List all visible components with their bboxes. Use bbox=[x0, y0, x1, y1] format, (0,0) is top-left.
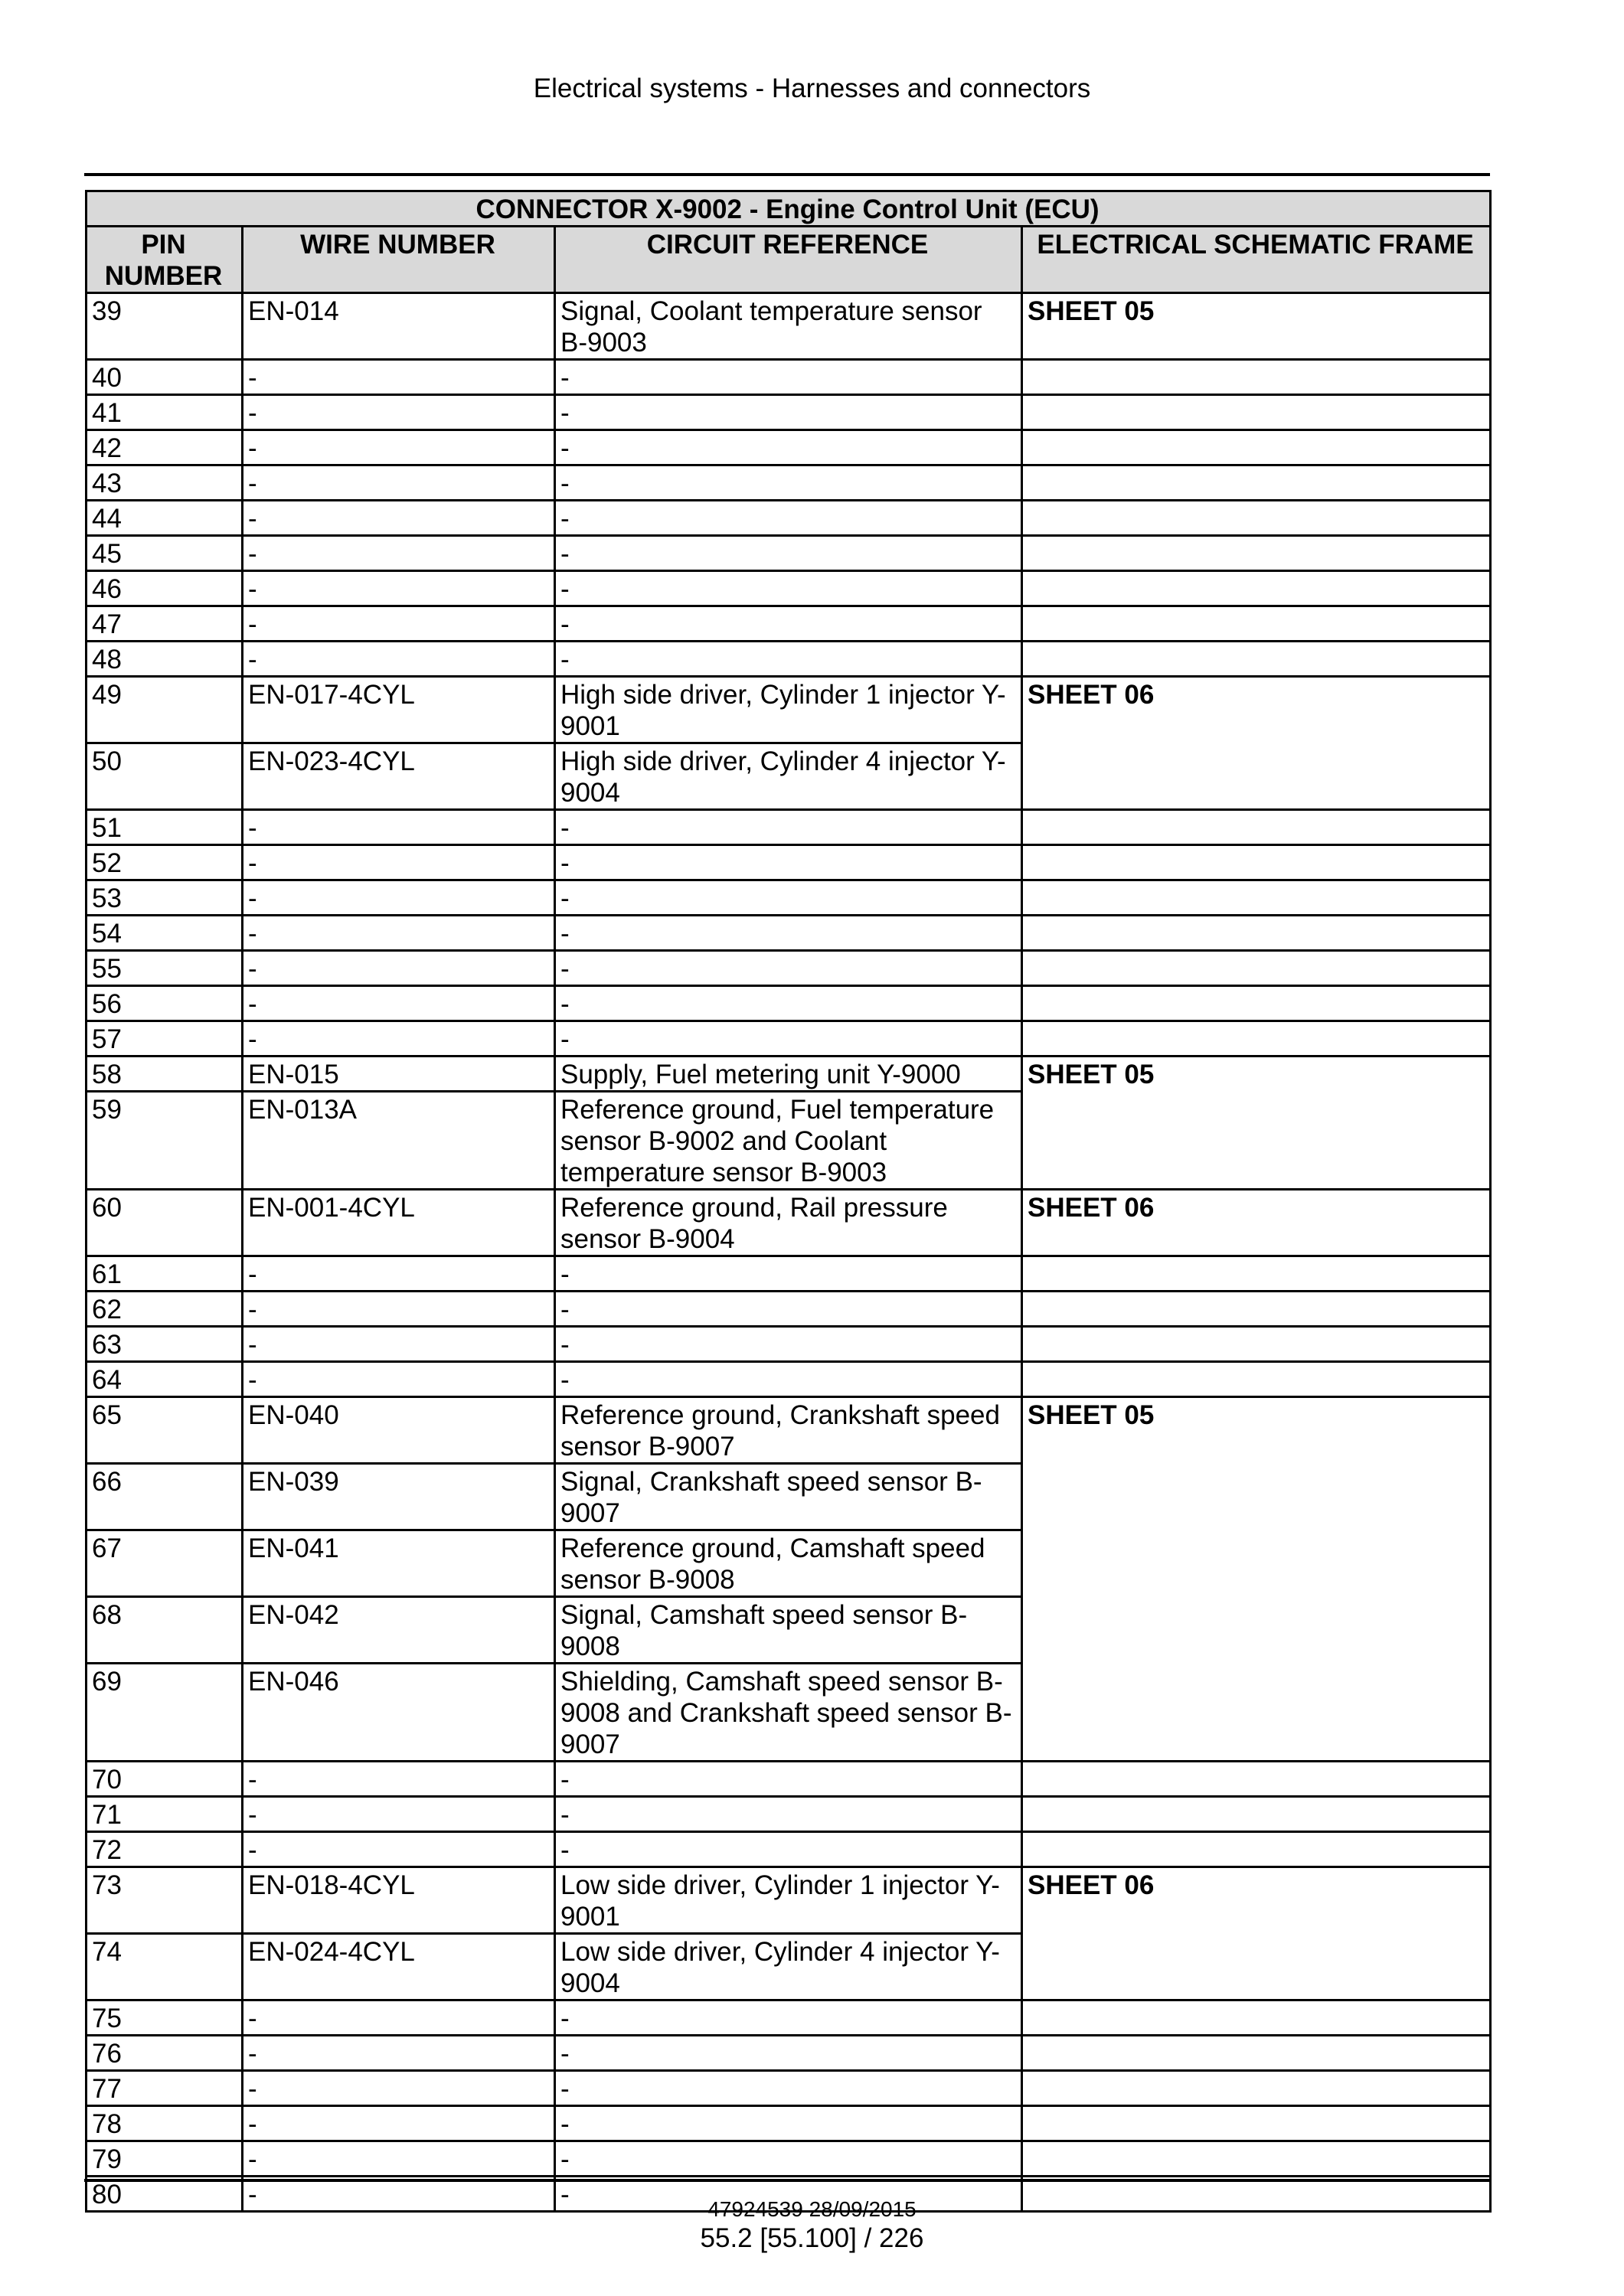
table-row bbox=[87, 2000, 1491, 2036]
column-header-pin: PIN NUMBER bbox=[87, 227, 243, 293]
pin-cell: 62 bbox=[87, 1292, 243, 1327]
pin-cell: 46 bbox=[87, 571, 243, 606]
wire-number-cell: EN-015 bbox=[243, 1057, 555, 1092]
column-header-wire: WIRE NUMBER bbox=[243, 227, 555, 293]
wire-number-cell: - bbox=[243, 360, 555, 395]
circuit-reference-cell: - bbox=[555, 606, 1022, 642]
connector-table bbox=[85, 190, 1492, 2213]
schematic-frame-cell: SHEET 06 bbox=[1022, 677, 1491, 810]
circuit-reference-cell: - bbox=[555, 1292, 1022, 1327]
pin-cell: 65 bbox=[87, 1397, 243, 1464]
circuit-reference-cell: - bbox=[555, 501, 1022, 536]
pin-cell: 55 bbox=[87, 951, 243, 986]
wire-number-cell: - bbox=[243, 951, 555, 986]
wire-number-cell: - bbox=[243, 2141, 555, 2177]
schematic-frame-cell: SHEET 06 bbox=[1022, 1867, 1491, 2000]
table-row bbox=[87, 916, 1491, 951]
wire-number-cell: EN-018-4CYL bbox=[243, 1867, 555, 1934]
pin-cell: 68 bbox=[87, 1597, 243, 1664]
wire-number-cell: EN-001-4CYL bbox=[243, 1190, 555, 1256]
table-row bbox=[87, 465, 1491, 501]
table-row bbox=[87, 1190, 1491, 1256]
circuit-reference-cell: - bbox=[555, 951, 1022, 986]
wire-number-cell: EN-024-4CYL bbox=[243, 1934, 555, 2000]
pin-cell: 52 bbox=[87, 845, 243, 880]
table-title: CONNECTOR X-9002 - Engine Control Unit (ECU) bbox=[87, 191, 1491, 227]
wire-number-cell: - bbox=[243, 1797, 555, 1832]
wire-number-cell: EN-042 bbox=[243, 1597, 555, 1664]
table-row bbox=[87, 536, 1491, 571]
schematic-frame-cell bbox=[1022, 2106, 1491, 2141]
circuit-reference-cell: - bbox=[555, 2141, 1022, 2177]
wire-number-cell: - bbox=[243, 880, 555, 916]
circuit-reference-cell: Signal, Coolant temperature sensor B-9003 bbox=[555, 293, 1022, 360]
circuit-reference-cell: Reference ground, Camshaft speed sensor B-9008 bbox=[555, 1530, 1022, 1597]
table-row bbox=[87, 1256, 1491, 1292]
pin-cell: 63 bbox=[87, 1327, 243, 1362]
pin-cell: 80 bbox=[87, 2177, 243, 2212]
circuit-reference-cell: - bbox=[555, 395, 1022, 430]
circuit-reference-cell: Reference ground, Crankshaft speed sensor B-9007 bbox=[555, 1397, 1022, 1464]
wire-number-cell: - bbox=[243, 845, 555, 880]
wire-number-cell: - bbox=[243, 1832, 555, 1867]
schematic-frame-cell bbox=[1022, 606, 1491, 642]
wire-number-cell: - bbox=[243, 606, 555, 642]
table-row bbox=[87, 606, 1491, 642]
pin-cell: 39 bbox=[87, 293, 243, 360]
table-row bbox=[87, 1021, 1491, 1057]
schematic-frame-cell bbox=[1022, 2000, 1491, 2036]
schematic-frame-cell bbox=[1022, 1362, 1491, 1397]
wire-number-cell: EN-014 bbox=[243, 293, 555, 360]
table-body bbox=[87, 293, 1491, 2212]
table-row bbox=[87, 1057, 1491, 1092]
table-row bbox=[87, 571, 1491, 606]
schematic-frame-cell: SHEET 06 bbox=[1022, 1190, 1491, 1256]
wire-number-cell: - bbox=[243, 465, 555, 501]
header-rule bbox=[84, 173, 1490, 176]
pin-cell: 51 bbox=[87, 810, 243, 845]
pin-cell: 49 bbox=[87, 677, 243, 743]
circuit-reference-cell: - bbox=[555, 986, 1022, 1021]
circuit-reference-cell: Supply, Fuel metering unit Y-9000 bbox=[555, 1057, 1022, 1092]
wire-number-cell: EN-046 bbox=[243, 1664, 555, 1762]
wire-number-cell: - bbox=[243, 1762, 555, 1797]
circuit-reference-cell: Signal, Crankshaft speed sensor B-9007 bbox=[555, 1464, 1022, 1530]
table-row bbox=[87, 1832, 1491, 1867]
schematic-frame-cell bbox=[1022, 1762, 1491, 1797]
pin-cell: 60 bbox=[87, 1190, 243, 1256]
circuit-reference-cell: Reference ground, Fuel temperature sensor B-9002 and Coolant temperature sensor B-9003 bbox=[555, 1092, 1022, 1190]
schematic-frame-cell bbox=[1022, 2141, 1491, 2177]
wire-number-cell: EN-017-4CYL bbox=[243, 677, 555, 743]
pin-cell: 69 bbox=[87, 1664, 243, 1762]
schematic-frame-cell: SHEET 05 bbox=[1022, 1397, 1491, 1762]
circuit-reference-cell: - bbox=[555, 2000, 1022, 2036]
circuit-reference-cell: - bbox=[555, 1021, 1022, 1057]
wire-number-cell: EN-023-4CYL bbox=[243, 743, 555, 810]
pin-cell: 66 bbox=[87, 1464, 243, 1530]
table-row bbox=[87, 2036, 1491, 2071]
schematic-frame-cell bbox=[1022, 916, 1491, 951]
schematic-frame-cell bbox=[1022, 1256, 1491, 1292]
wire-number-cell: - bbox=[243, 395, 555, 430]
wire-number-cell: EN-039 bbox=[243, 1464, 555, 1530]
circuit-reference-cell: - bbox=[555, 2071, 1022, 2106]
schematic-frame-cell bbox=[1022, 845, 1491, 880]
circuit-reference-cell: - bbox=[555, 1762, 1022, 1797]
schematic-frame-cell bbox=[1022, 1797, 1491, 1832]
pin-cell: 41 bbox=[87, 395, 243, 430]
circuit-reference-cell: Shielding, Camshaft speed sensor B-9008 and Crankshaft speed sensor B-9007 bbox=[555, 1664, 1022, 1762]
pin-cell: 75 bbox=[87, 2000, 243, 2036]
schematic-frame-cell bbox=[1022, 2071, 1491, 2106]
wire-number-cell: - bbox=[243, 642, 555, 677]
column-header-circuit: CIRCUIT REFERENCE bbox=[555, 227, 1022, 293]
schematic-frame-cell bbox=[1022, 951, 1491, 986]
pin-cell: 74 bbox=[87, 1934, 243, 2000]
circuit-reference-cell: - bbox=[555, 1832, 1022, 1867]
pin-cell: 78 bbox=[87, 2106, 243, 2141]
pin-cell: 57 bbox=[87, 1021, 243, 1057]
wire-number-cell: - bbox=[243, 430, 555, 465]
circuit-reference-cell: - bbox=[555, 2177, 1022, 2212]
pin-cell: 59 bbox=[87, 1092, 243, 1190]
pin-cell: 67 bbox=[87, 1530, 243, 1597]
pin-cell: 76 bbox=[87, 2036, 243, 2071]
wire-number-cell: - bbox=[243, 2177, 555, 2212]
schematic-frame-cell bbox=[1022, 1327, 1491, 1362]
table-row bbox=[87, 1397, 1491, 1464]
table-row bbox=[87, 1362, 1491, 1397]
wire-number-cell: - bbox=[243, 1021, 555, 1057]
wire-number-cell: EN-013A bbox=[243, 1092, 555, 1190]
table-row bbox=[87, 642, 1491, 677]
pin-cell: 58 bbox=[87, 1057, 243, 1092]
circuit-reference-cell: - bbox=[555, 1362, 1022, 1397]
schematic-frame-cell bbox=[1022, 2036, 1491, 2071]
table-row bbox=[87, 293, 1491, 360]
table-row bbox=[87, 810, 1491, 845]
schematic-frame-cell bbox=[1022, 430, 1491, 465]
circuit-reference-cell: - bbox=[555, 536, 1022, 571]
schematic-frame-cell: SHEET 05 bbox=[1022, 1057, 1491, 1190]
wire-number-cell: - bbox=[243, 1256, 555, 1292]
pin-cell: 48 bbox=[87, 642, 243, 677]
circuit-reference-cell: High side driver, Cylinder 4 injector Y-9004 bbox=[555, 743, 1022, 810]
wire-number-cell: - bbox=[243, 1362, 555, 1397]
pin-cell: 53 bbox=[87, 880, 243, 916]
wire-number-cell: - bbox=[243, 916, 555, 951]
pin-cell: 79 bbox=[87, 2141, 243, 2177]
column-header-frame: ELECTRICAL SCHEMATIC FRAME bbox=[1022, 227, 1491, 293]
circuit-reference-cell: - bbox=[555, 810, 1022, 845]
wire-number-cell: - bbox=[243, 501, 555, 536]
circuit-reference-cell: - bbox=[555, 1256, 1022, 1292]
wire-number-cell: - bbox=[243, 2036, 555, 2071]
pin-cell: 47 bbox=[87, 606, 243, 642]
wire-number-cell: - bbox=[243, 571, 555, 606]
circuit-reference-cell: - bbox=[555, 1327, 1022, 1362]
table-row bbox=[87, 1867, 1491, 1934]
pin-cell: 50 bbox=[87, 743, 243, 810]
schematic-frame-cell bbox=[1022, 1021, 1491, 1057]
table-row bbox=[87, 360, 1491, 395]
schematic-frame-cell bbox=[1022, 536, 1491, 571]
wire-number-cell: - bbox=[243, 2071, 555, 2106]
schematic-frame-cell bbox=[1022, 571, 1491, 606]
pin-cell: 42 bbox=[87, 430, 243, 465]
schematic-frame-cell: SHEET 05 bbox=[1022, 293, 1491, 360]
footer-rule bbox=[84, 2179, 1490, 2182]
schematic-frame-cell bbox=[1022, 1292, 1491, 1327]
table-row bbox=[87, 501, 1491, 536]
circuit-reference-cell: - bbox=[555, 642, 1022, 677]
circuit-reference-cell: Low side driver, Cylinder 4 injector Y-9004 bbox=[555, 1934, 1022, 2000]
circuit-reference-cell: - bbox=[555, 2106, 1022, 2141]
pin-cell: 72 bbox=[87, 1832, 243, 1867]
table-row bbox=[87, 880, 1491, 916]
circuit-reference-cell: - bbox=[555, 2036, 1022, 2071]
wire-number-cell: - bbox=[243, 1327, 555, 1362]
circuit-reference-cell: - bbox=[555, 571, 1022, 606]
pin-cell: 40 bbox=[87, 360, 243, 395]
pin-cell: 64 bbox=[87, 1362, 243, 1397]
table-row bbox=[87, 430, 1491, 465]
table-row bbox=[87, 2141, 1491, 2177]
footer-doc-ref: 47924539 28/09/2015 bbox=[707, 2197, 917, 2221]
pin-cell: 56 bbox=[87, 986, 243, 1021]
wire-number-cell: - bbox=[243, 1292, 555, 1327]
table-row bbox=[87, 395, 1491, 430]
schematic-frame-cell bbox=[1022, 880, 1491, 916]
pin-cell: 45 bbox=[87, 536, 243, 571]
pin-cell: 73 bbox=[87, 1867, 243, 1934]
table-row bbox=[87, 677, 1491, 743]
schematic-frame-cell bbox=[1022, 642, 1491, 677]
circuit-reference-cell: Reference ground, Rail pressure sensor B-9004 bbox=[555, 1190, 1022, 1256]
pin-cell: 61 bbox=[87, 1256, 243, 1292]
table-row bbox=[87, 2106, 1491, 2141]
circuit-reference-cell: - bbox=[555, 916, 1022, 951]
schematic-frame-cell bbox=[1022, 810, 1491, 845]
table-row bbox=[87, 845, 1491, 880]
pin-cell: 44 bbox=[87, 501, 243, 536]
wire-number-cell: - bbox=[243, 2106, 555, 2141]
schematic-frame-cell bbox=[1022, 360, 1491, 395]
circuit-reference-cell: - bbox=[555, 465, 1022, 501]
pin-cell: 71 bbox=[87, 1797, 243, 1832]
circuit-reference-cell: - bbox=[555, 430, 1022, 465]
page-header-title: Electrical systems - Harnesses and connectors bbox=[533, 73, 1091, 103]
wire-number-cell: - bbox=[243, 810, 555, 845]
circuit-reference-cell: - bbox=[555, 845, 1022, 880]
schematic-frame-cell bbox=[1022, 986, 1491, 1021]
schematic-frame-cell bbox=[1022, 501, 1491, 536]
table-row bbox=[87, 1292, 1491, 1327]
schematic-frame-cell bbox=[1022, 395, 1491, 430]
schematic-frame-cell bbox=[1022, 465, 1491, 501]
pin-cell: 54 bbox=[87, 916, 243, 951]
schematic-frame-cell bbox=[1022, 1832, 1491, 1867]
wire-number-cell: EN-040 bbox=[243, 1397, 555, 1464]
pin-cell: 77 bbox=[87, 2071, 243, 2106]
pin-cell: 43 bbox=[87, 465, 243, 501]
wire-number-cell: - bbox=[243, 986, 555, 1021]
circuit-reference-cell: - bbox=[555, 1797, 1022, 1832]
wire-number-cell: - bbox=[243, 2000, 555, 2036]
table-row bbox=[87, 1762, 1491, 1797]
table-row bbox=[87, 1327, 1491, 1362]
wire-number-cell: EN-041 bbox=[243, 1530, 555, 1597]
table-row bbox=[87, 986, 1491, 1021]
circuit-reference-cell: - bbox=[555, 880, 1022, 916]
wire-number-cell: - bbox=[243, 536, 555, 571]
circuit-reference-cell: Signal, Camshaft speed sensor B-9008 bbox=[555, 1597, 1022, 1664]
pin-cell: 70 bbox=[87, 1762, 243, 1797]
table-row bbox=[87, 2071, 1491, 2106]
circuit-reference-cell: High side driver, Cylinder 1 injector Y-9001 bbox=[555, 677, 1022, 743]
circuit-reference-cell: Low side driver, Cylinder 1 injector Y-9001 bbox=[555, 1867, 1022, 1934]
table-row bbox=[87, 1797, 1491, 1832]
table-row bbox=[87, 951, 1491, 986]
footer-page-ref: 55.2 [55.100] / 226 bbox=[700, 2223, 924, 2253]
circuit-reference-cell: - bbox=[555, 360, 1022, 395]
